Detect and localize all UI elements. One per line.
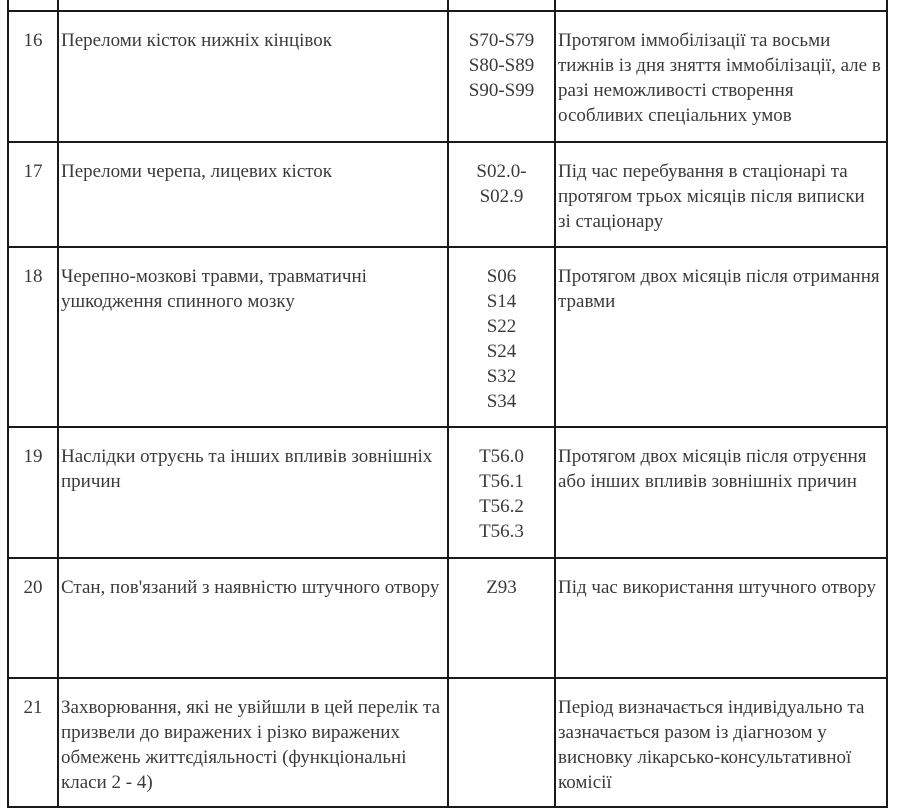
row-number: 19 [8,427,58,558]
icd-code: T56.3 [479,521,524,542]
period-description: Під час перебування в стаціонарі та протягом трьох місяців після виписки зі стаціонару [555,142,887,247]
icd-code: T56.2 [479,496,524,517]
previous-period-cell [555,0,887,11]
icd-codes [448,558,555,678]
period-description: Протягом двох місяців після отримання травми [555,247,887,427]
condition-name: Захворювання, які не увійшли в цей перелік та призвели до виражених і різко виражених обмежень життєдіяльності (функціональні класи 2 - 4) [58,678,448,807]
icd-code: S70-S79 [468,30,535,51]
row-number: 20 [8,558,58,678]
icd-code: T56.0 [479,446,524,467]
table-row [8,247,887,427]
row-number: 18 [8,247,58,427]
previous-name-cell [58,0,448,11]
icd-code: S32 [486,366,517,387]
condition-name: Наслідки отруєнь та інших впливів зовнішніх причин [58,427,448,558]
icd-code: S90-S99 [468,80,535,101]
table-row [8,427,887,558]
table-row [8,11,887,142]
row-number: 16 [8,11,58,142]
conditions-table [7,0,888,808]
icd-code: S22 [486,316,517,337]
icd-code: S02.9 [479,186,524,207]
period-description: Період визначається індивідуально та зазначається разом із діагнозом у висновку лікарсько-консультативної комісії [555,678,887,807]
table-body [8,0,887,807]
table-row [8,558,887,678]
icd-code: S14 [486,291,517,312]
period-description: Під час використання штучного отвору [555,558,887,678]
icd-code: S02.0- [476,161,527,182]
icd-codes [448,678,555,807]
previous-codes-cell [448,0,555,11]
table-row [8,142,887,247]
period-description: Протягом іммобілізації та восьми тижнів із дня зняття іммобілізації, але в разі неможливості створення особливих спеціальних умов [555,11,887,142]
icd-code: S34 [486,391,517,412]
condition-name: Переломи черепа, лицевих кісток [58,142,448,247]
row-number: 21 [8,678,58,807]
icd-codes [448,11,555,142]
previous-num-cell [8,0,58,11]
condition-name: Переломи кісток нижніх кінцівок [58,11,448,142]
table-row [8,678,887,807]
icd-code: Z93 [486,577,517,598]
icd-code: T56.1 [479,471,524,492]
icd-codes [448,142,555,247]
previous-row-fragment [8,0,887,11]
icd-codes [448,247,555,427]
icd-codes [448,427,555,558]
icd-code: S24 [486,341,517,362]
icd-code: S06 [486,266,517,287]
period-description: Протягом двох місяців після отруєння або інших впливів зовнішніх причин [555,427,887,558]
condition-name: Черепно-мозкові травми, травматичні ушкодження спинного мозку [58,247,448,427]
condition-name: Стан, пов'язаний з наявністю штучного отвору [58,558,448,678]
icd-code: S80-S89 [468,55,535,76]
row-number: 17 [8,142,58,247]
